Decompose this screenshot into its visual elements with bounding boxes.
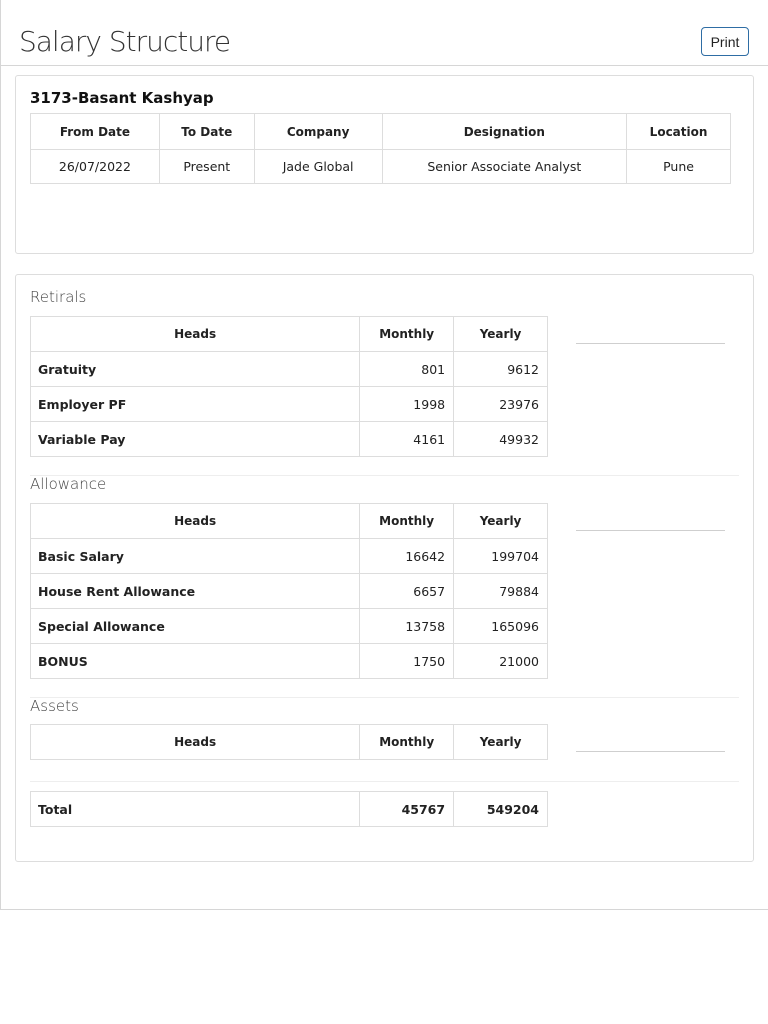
column-header-heads: Heads [31,317,360,352]
yearly-cell: 199704 [454,539,548,574]
table-row [31,644,548,679]
monthly-cell: 6657 [360,574,454,609]
head-name-cell: BONUS [31,644,360,679]
to-date-cell: Present [159,150,254,184]
head-name-cell: Gratuity [31,352,360,387]
head-name-cell: House Rent Allowance [31,574,360,609]
designation-cell: Senior Associate Analyst [382,150,627,184]
total-label: Total [31,792,360,827]
monthly-cell: 4161 [360,422,454,457]
from-date-cell: 26/07/2022 [31,150,160,184]
employee-panel [15,75,754,254]
table-row [31,387,548,422]
column-header-monthly: Monthly [360,725,454,760]
company-cell: Jade Global [254,150,382,184]
column-header-monthly: Monthly [360,504,454,539]
table-row [31,422,548,457]
page-title: Salary Structure [19,25,231,58]
head-name-cell: Employer PF [31,387,360,422]
column-header-heads: Heads [31,504,360,539]
total-row [31,792,548,827]
head-name-cell: Basic Salary [31,539,360,574]
yearly-cell: 9612 [454,352,548,387]
table-row [31,352,548,387]
monthly-cell: 1750 [360,644,454,679]
allowance-table [30,503,548,679]
table-header-row [31,317,548,352]
retirals-table [30,316,548,457]
table-row [31,574,548,609]
column-header-yearly: Yearly [454,317,548,352]
yearly-cell: 165096 [454,609,548,644]
monthly-cell: 1998 [360,387,454,422]
employee-name: 3173-Basant Kashyap [30,89,214,107]
table-header-row [31,504,548,539]
salary-panel [15,274,754,862]
page-header [0,0,768,66]
total-yearly: 549204 [454,792,548,827]
table-header-row [31,725,548,760]
column-header-yearly: Yearly [454,725,548,760]
column-header-monthly: Monthly [360,317,454,352]
section-divider [30,475,739,476]
column-header-location: Location [627,114,731,150]
column-header-to-date: To Date [159,114,254,150]
retirals-side-line [576,343,725,344]
total-table [30,791,548,827]
head-name-cell: Special Allowance [31,609,360,644]
location-cell: Pune [627,150,731,184]
section-title-retirals: Retirals [30,288,87,306]
yearly-cell: 21000 [454,644,548,679]
column-header-from-date: From Date [31,114,160,150]
employment-table [30,113,731,184]
monthly-cell: 16642 [360,539,454,574]
section-title-allowance: Allowance [30,475,107,493]
column-header-heads: Heads [31,725,360,760]
table-row [31,150,731,184]
table-row [31,539,548,574]
head-name-cell: Variable Pay [31,422,360,457]
assets-side-line [576,751,725,752]
yearly-cell: 49932 [454,422,548,457]
monthly-cell: 13758 [360,609,454,644]
table-header-row [31,114,731,150]
column-header-yearly: Yearly [454,504,548,539]
section-divider [30,781,739,782]
column-header-designation: Designation [382,114,627,150]
table-row [31,609,548,644]
yearly-cell: 23976 [454,387,548,422]
print-button[interactable]: Print [701,27,749,56]
monthly-cell: 801 [360,352,454,387]
yearly-cell: 79884 [454,574,548,609]
total-monthly: 45767 [360,792,454,827]
assets-table [30,724,548,760]
allowance-side-line [576,530,725,531]
section-title-assets: Assets [30,697,79,715]
column-header-company: Company [254,114,382,150]
section-divider [30,697,739,698]
